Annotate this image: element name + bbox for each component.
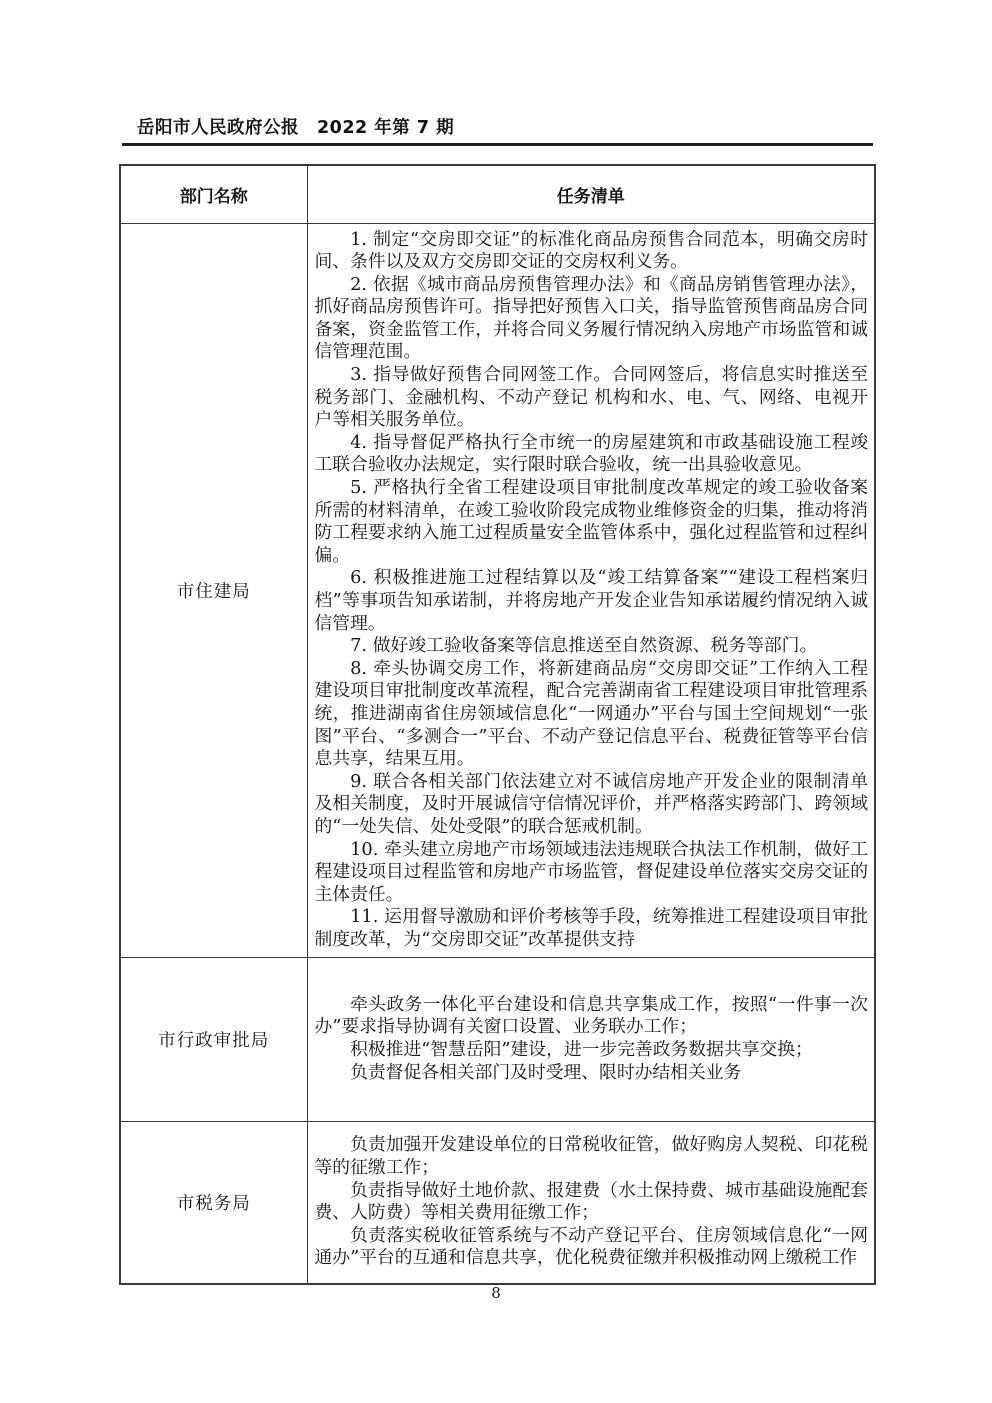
page-number: 8 (491, 1284, 501, 1302)
task-paragraph: 8. 牵头协调交房工作，将新建商品房“交房即交证”工作纳入工程建设项目审批制度改革流程，配合完善湖南省工程建设项目审批管理系统，推进湖南省住房领域信息化“一网通办”平台与国土空间规划“一张图”平台、“多测合一”平台、不动产登记信息平台、税费征管等平台信息共享，结果互用。 (314, 657, 868, 770)
task-paragraph: 负责指导做好土地价款、报建费（水土保持费、城市基础设施配套费、人防费）等相关费用征缴工作； (314, 1179, 868, 1224)
task-paragraph: 5. 严格执行全省工程建设项目审批制度改革规定的竣工验收备案所需的材料清单，在竣工验收阶段完成物业维修资金的归集，推动将消防工程要求纳入施工过程质量安全监管体系中，强化过程监管和过程纠偏。 (314, 477, 868, 566)
task-paragraph: 10. 牵头建立房地产市场领域违法违规联合执法工作机制，做好工程建设项目过程监管和房地产市场监管，督促建设单位落实交房交证的主体责任。 (314, 838, 868, 905)
task-paragraph: 负责加强开发建设单位的日常税收征管，做好购房人契税、印花税等的征缴工作； (314, 1134, 868, 1179)
table-body (120, 223, 875, 1284)
department-task-table (119, 164, 876, 1285)
column-header-department: 部门名称 (120, 165, 307, 223)
task-paragraph: 1. 制定“交房即交证”的标准化商品房预售合同范本，明确交房时间、条件以及双方交房即交证的交房权利义务。 (314, 228, 868, 273)
task-paragraph: 4. 指导督促严格执行全市统一的房屋建筑和市政基础设施工程竣工联合验收办法规定，实行限时联合验收，统一出具验收意见。 (314, 431, 868, 476)
table-header-row (120, 165, 875, 223)
column-header-tasks: 任务清单 (307, 165, 875, 223)
task-paragraph: 6. 积极推进施工过程结算以及“竣工结算备案”“建设工程档案归档”等事项告知承诺制，并将房地产开发企业告知承诺履约情况纳入诚信管理。 (314, 567, 868, 634)
department-cell: 市税务局 (120, 1121, 307, 1284)
table-row (120, 957, 875, 1121)
task-paragraph: 负责督促各相关部门及时受理、限时办结相关业务 (350, 1061, 742, 1083)
gazette-header-title: 岳阳市人民政府公报 2022 年第 7 期 (137, 118, 455, 138)
task-paragraph: 9. 联合各相关部门依法建立对不诚信房地产开发企业的限制清单及相关制度，及时开展诚信守信情况评价，并严格落实跨部门、跨领域的“一处失信、处处受限”的联合惩戒机制。 (314, 770, 868, 837)
task-paragraph: 牵头政务一体化平台建设和信息共享集成工作，按照“一件事一次办”要求指导协调有关窗口设置、业务联办工作； (314, 993, 868, 1038)
task-paragraph: 7. 做好竣工验收备案等信息推送至自然资源、税务等部门。 (350, 635, 818, 657)
tasks-cell (307, 223, 875, 957)
task-paragraph: 负责落实税收征管系统与不动产登记平台、住房领域信息化“一网通办”平台的互通和信息共享，优化税费征缴并积极推动网上缴税工作 (314, 1224, 868, 1269)
tasks-cell (307, 1121, 875, 1284)
task-paragraph: 积极推进“智慧岳阳”建设，进一步完善政务数据共享交换； (350, 1039, 813, 1060)
table-row (120, 223, 875, 957)
task-paragraph: 3. 指导做好预售合同网签工作。合同网签后，将信息实时推送至税务部门、金融机构、不动产登记 机构和水、电、气、网络、电视开户等相关服务单位。 (314, 364, 868, 431)
task-paragraph: 11. 运用督导激励和评价考核等手段，统筹推进工程建设项目审批制度改革，为“交房即交证”改革提供支持 (314, 906, 868, 950)
header-divider-rule (122, 143, 873, 146)
task-paragraph: 2. 依据《城市商品房预售管理办法》和《商品房销售管理办法》，抓好商品房预售许可。指导把好预售入口关，指导监管预售商品房合同备案，资金监管工作，并将合同义务履行情况纳入房地产市场监管和诚信管理范围。 (314, 273, 868, 363)
department-cell: 市行政审批局 (120, 957, 307, 1121)
table-row (120, 1121, 875, 1284)
tasks-cell (307, 957, 875, 1121)
department-cell: 市住建局 (120, 223, 307, 957)
